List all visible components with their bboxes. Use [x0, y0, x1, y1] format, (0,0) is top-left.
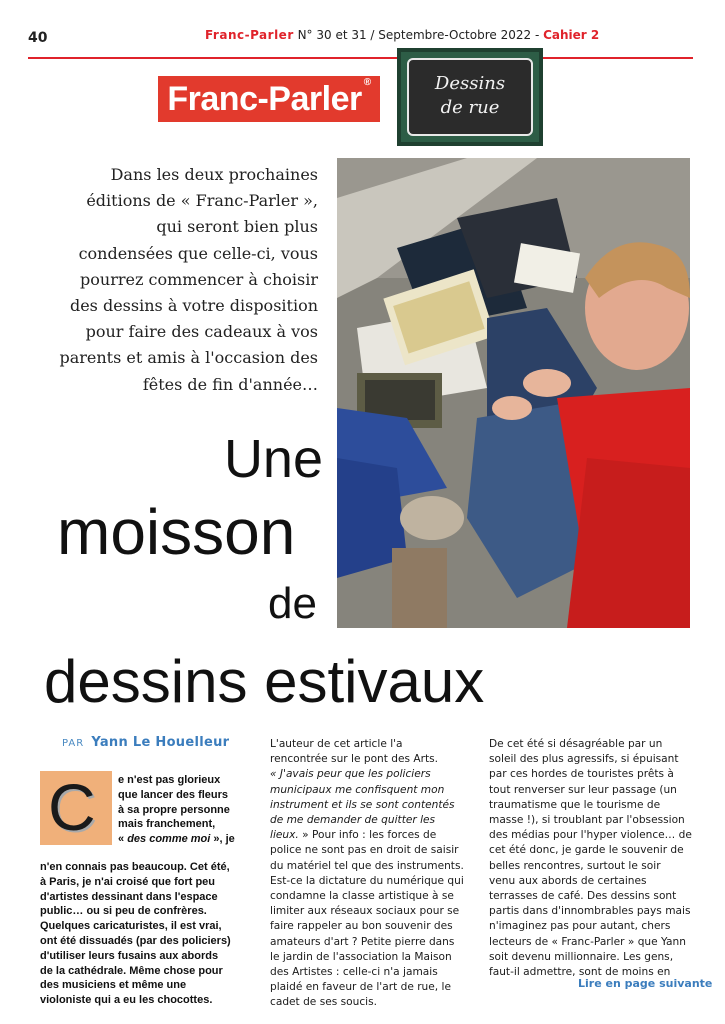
column-1-line: mais franchement, [118, 818, 216, 831]
column-3-line: venu aux abords de certaines [489, 874, 647, 887]
franc-parler-logo [158, 76, 380, 122]
column-2-line: plaidé en faveur de l'art de rue, le [270, 981, 451, 994]
column-3-line: traumatisme que le tourisme de [489, 798, 661, 811]
column-2-quote-line: « J'avais peur que les policiers [270, 768, 431, 781]
column-3-line: terrasses de café. Des dessins sont [489, 890, 677, 903]
column-3-body [489, 737, 695, 980]
rubric-line-1: Dessins [434, 73, 506, 94]
column-2-line: du matériel tel que des instruments. [270, 859, 464, 872]
running-head-cahier: Cahier 2 [543, 28, 600, 42]
intro-line: pourrez commencer à choisir [80, 269, 318, 289]
column-2-line: Est-ce la dictature du numérique qui [270, 874, 464, 887]
quote-italic: des comme moi [127, 833, 211, 846]
column-2-quote-line: instrument et ils se sont contentés [270, 798, 455, 811]
column-2-line: amateurs d'art ? Petite pierre dans [270, 935, 455, 948]
intro-line: Dans les deux prochaines [110, 165, 318, 184]
column-3-line: masse !), si troublant par l'obsession [489, 814, 685, 827]
column-1-line: public… ou si peu de confrères. [40, 905, 207, 918]
column-1-line: e n'est pas glorieux [118, 774, 221, 786]
column-1-line: Quelques caricaturistes, il est vrai, [40, 920, 222, 933]
column-2-quote-line: municipaux me confisquent mon [270, 783, 445, 796]
column-1-line: que lancer des fleurs [118, 788, 229, 801]
article-title-line-4: dessins estivaux [44, 648, 485, 715]
column-1-line: à sa propre personne [118, 803, 230, 816]
column-3-line: soit devenu millionnaire. Les gens, [489, 950, 674, 963]
article-title-line-1: Une [223, 429, 323, 489]
column-1-line: à Paris, je n'ai croisé que fort peu [40, 875, 216, 888]
byline-author: Yann Le Houelleur [91, 735, 230, 750]
intro-line: condensées que celle-ci, vous [78, 243, 318, 263]
column-2-quote-line: de me demander de quitter les [270, 814, 436, 827]
column-2-line: limiter aux réseaux sociaux pour se [270, 905, 460, 918]
quote-last-word: lieux. [270, 829, 299, 842]
column-2-line: le jardin de l'association la Maison [270, 950, 452, 963]
quote-open: « [118, 833, 128, 846]
column-1-line: de la cathédrale. Même chose pour [40, 964, 223, 977]
rubric-line-2: de rue [440, 97, 500, 118]
quote-close: », je [210, 833, 235, 846]
intro-line: des dessins à votre disposition [69, 296, 318, 316]
column-1-beside-dropcap [118, 773, 250, 847]
intro-line: qui seront bien plus [156, 217, 318, 237]
running-head-brand: Franc-Parler [205, 28, 294, 42]
column-2-line: faire rappeler au bon souvenir des [270, 920, 453, 933]
column-3-line: faut-il admettre, sont de moins en [489, 966, 671, 979]
column-3-line: cet été donc, je garde le souvenir de [489, 844, 684, 857]
street-artist-photo [337, 158, 690, 628]
column-3-line: partis dans d'innombrables pays mais [489, 905, 691, 918]
column-3-line: par ces hordes de touristes prêts à [489, 768, 674, 781]
column-3-line: des médias pour l'hyper violence… de [489, 829, 692, 842]
column-1-line: des musiciens et même une [40, 979, 187, 992]
article-title-line-2: moisson [57, 496, 296, 568]
column-1-line: d'utiliser leurs fusains aux abords [40, 949, 219, 962]
header-rule [28, 57, 693, 59]
rubric-street-sign [397, 48, 543, 146]
column-3-line: soleil des plus agressifs, si épuisant [489, 753, 679, 766]
street-sign-plate [407, 58, 533, 136]
article-title-line-3: de [268, 579, 317, 628]
intro-paragraph [50, 162, 318, 398]
intro-line: fêtes de fin d'année… [142, 374, 318, 394]
column-3-line: tout renverser sur leur passage (un [489, 783, 677, 796]
column-1-quote-line [118, 832, 250, 847]
intro-line: pour faire des cadeaux à vos [85, 322, 318, 342]
column-1-line: ont été dissuadés (par des policiers) [40, 934, 231, 947]
column-2-line: des Artistes : celle-ci n'a jamais [270, 966, 438, 979]
continued-link[interactable]: Lire en page suivante [578, 977, 713, 990]
running-head-issue: N° 30 et 31 / Septembre-Octobre 2022 - [293, 28, 544, 42]
page-number: 40 [28, 30, 48, 46]
running-head [205, 28, 599, 42]
column-3-line: belles rencontres, surtout le soir [489, 859, 661, 872]
column-1-line: d'artistes dessinant dans l'espace [40, 890, 218, 903]
intro-line: éditions de « Franc-Parler », [86, 191, 318, 211]
column-3-line: lecteurs de « Franc-Parler » que Yann [489, 935, 686, 948]
column-2-line: cadet de ses soucis. [270, 996, 377, 1009]
column-3-line: n'imaginez pas pour autant, chers [489, 920, 671, 933]
column-1-line: n'en connais pas beaucoup. Cet été, [40, 861, 230, 873]
quote-last-rest: » Pour info : les forces de [298, 829, 437, 842]
column-1-line: violoniste qui a eu les chocottes. [40, 994, 213, 1007]
registered-mark: ® [363, 77, 371, 88]
byline-prefix: PAR [62, 738, 85, 749]
column-2-line: rencontrée sur le pont des Arts. [270, 753, 439, 766]
column-1-body [40, 860, 258, 1008]
column-2-line: condamne la classe artistique à se [270, 890, 454, 903]
dropcap-letter: C [48, 770, 96, 844]
intro-line: parents et amis à l'occasion des [59, 348, 318, 368]
column-2-line [270, 828, 476, 843]
column-2-body [270, 737, 476, 1011]
column-2-line: police ne sont pas en droit de saisir [270, 844, 459, 857]
street-artist-photo-illustration [337, 158, 690, 628]
logo-text: Franc-Parler [167, 80, 362, 118]
column-2-line: L'auteur de cet article l'a [270, 738, 403, 750]
column-3-line: De cet été si désagréable par un [489, 738, 663, 750]
byline [62, 735, 229, 750]
